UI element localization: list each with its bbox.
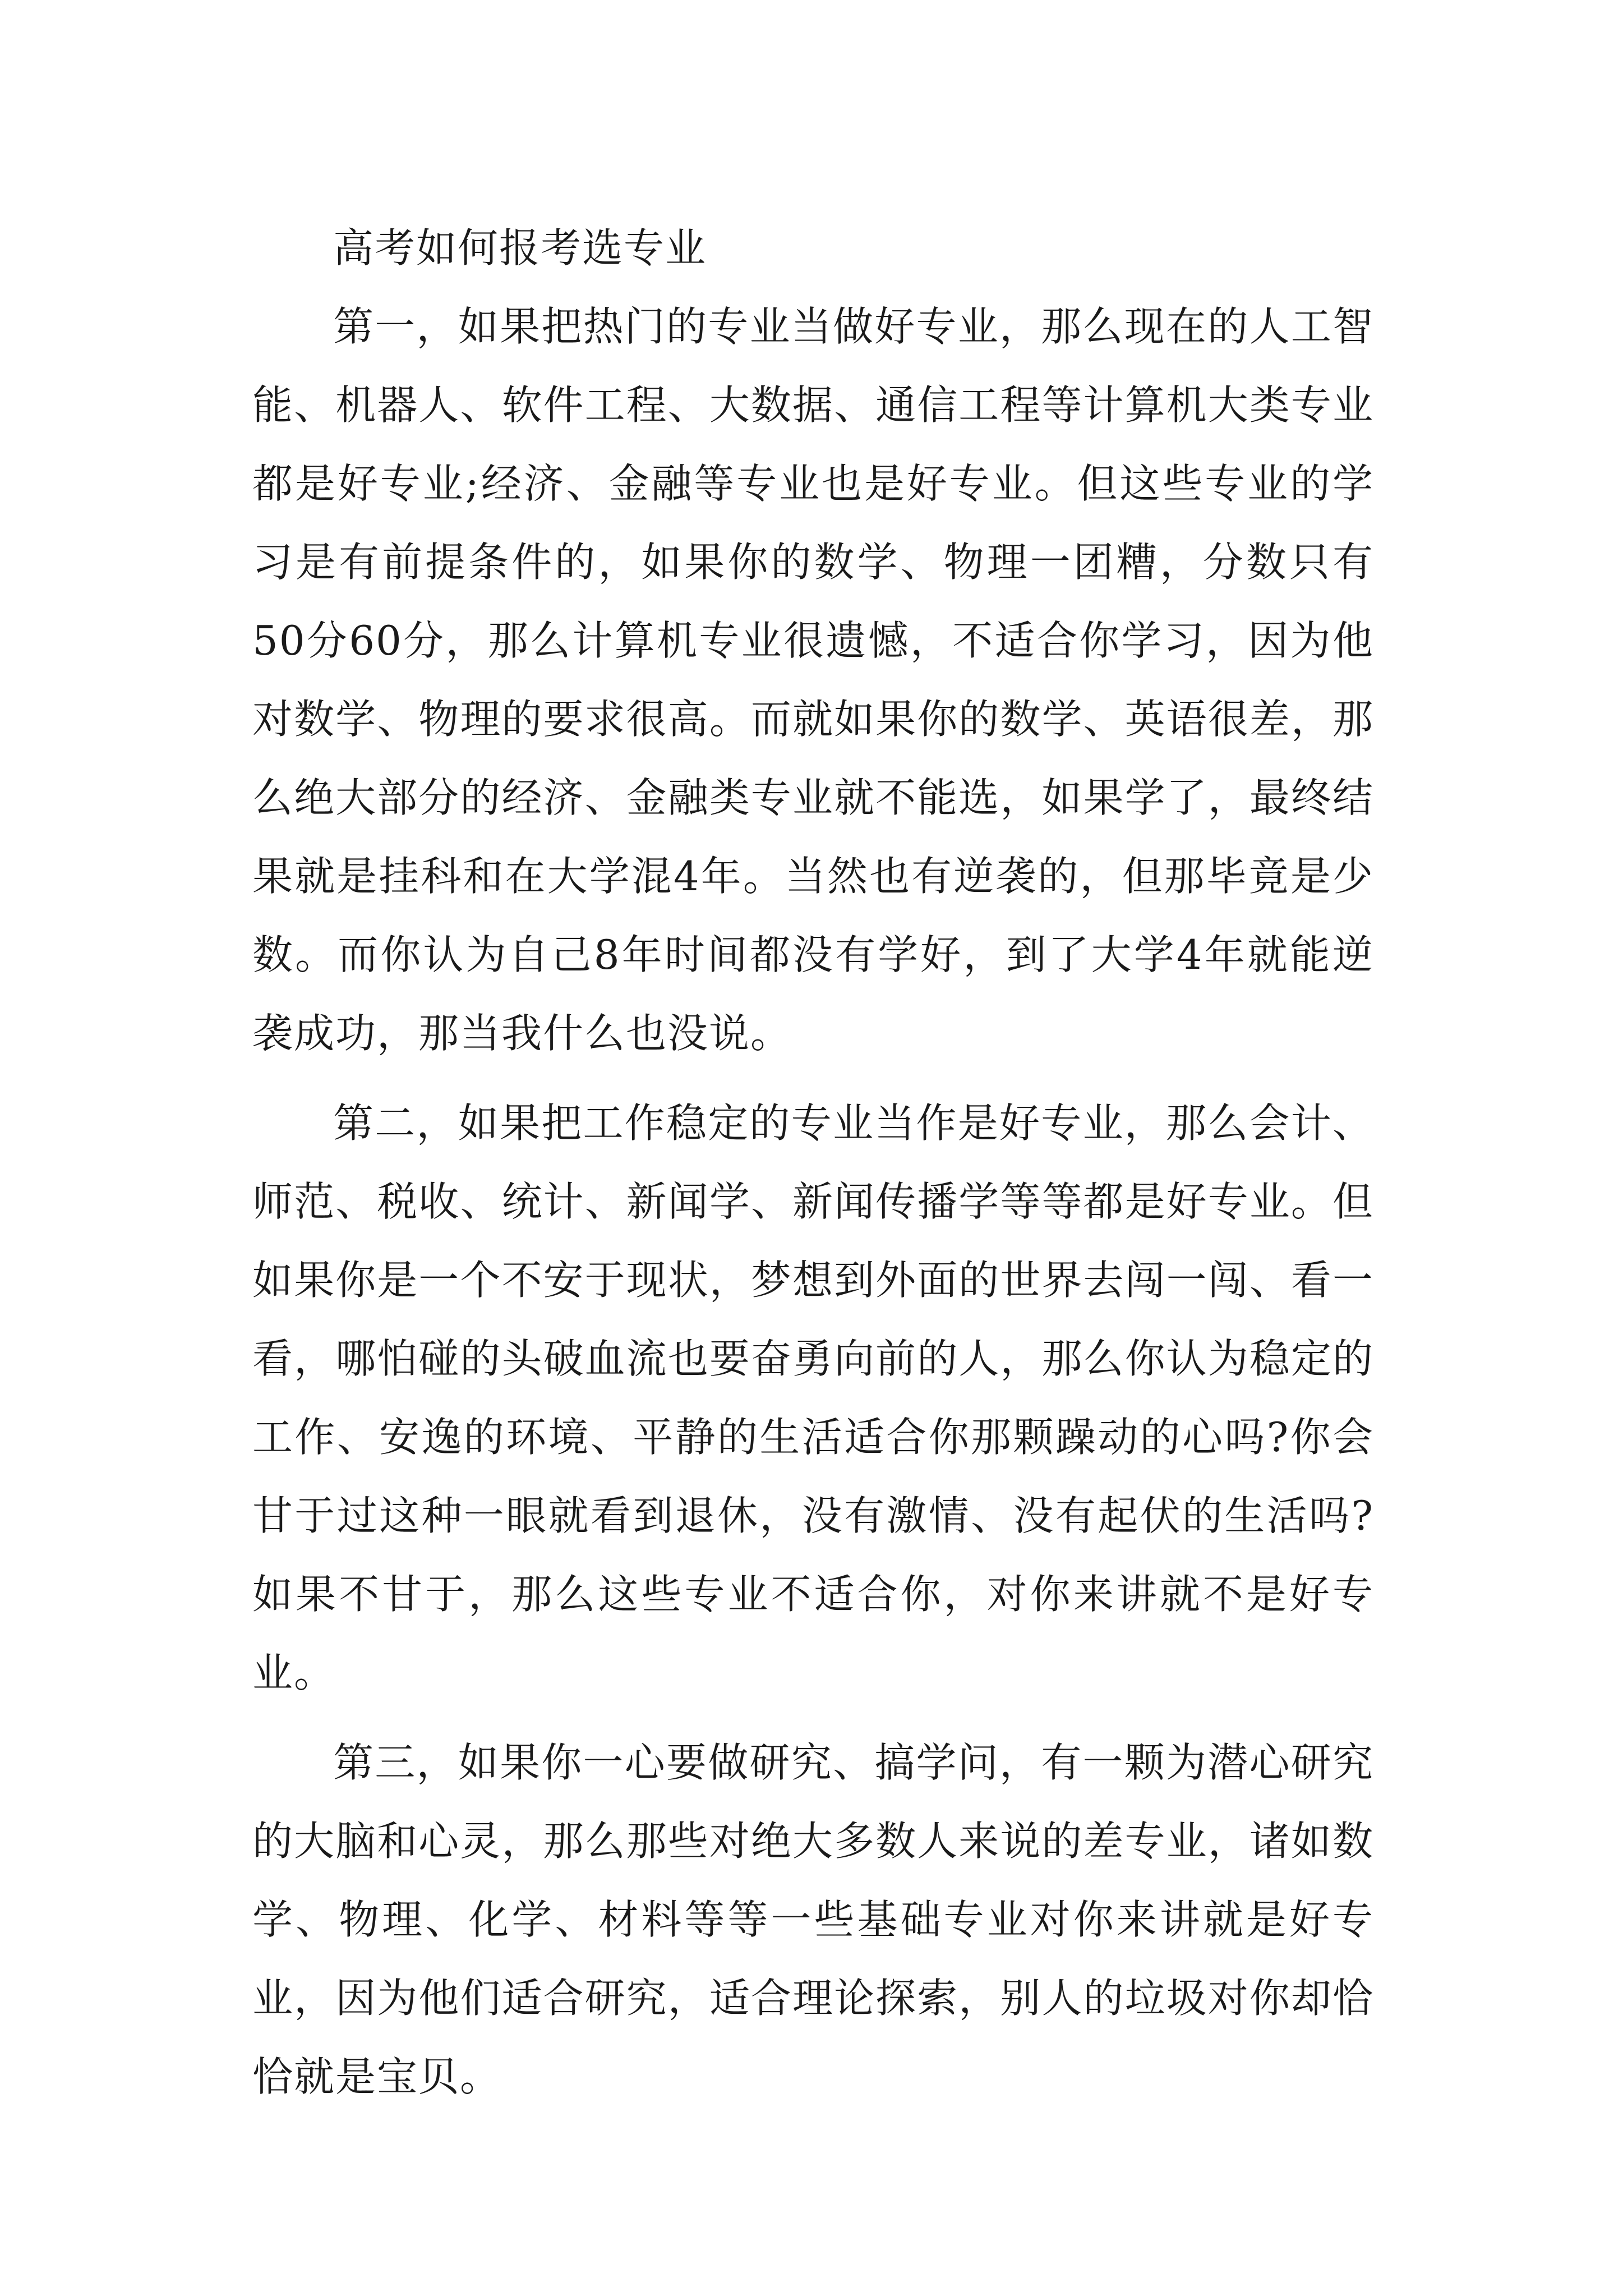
paragraph-second: 第二，如果把工作稳定的专业当作是好专业，那么会计、师范、税收、统计、新闻学、新闻传播学等等都是好专业。但如果你是一个不安于现状，梦想到外面的世界去闯一闯、看一看，哪怕碰的头破血流也要奋勇向前的人，那么你认为稳定的工作、安逸的环境、平静的生活适合你那颗躁动的心吗?你会甘于过这种一眼就看到退休，没有激情、没有起伏的生活吗?如果不甘于，那么这些专业不适合你，对你来讲就不是好专业。 [252,1099,1374,1696]
document-title: 高考如何报考选专业 [333,224,707,272]
paragraph-first: 第一，如果把热门的专业当做好专业，那么现在的人工智能、机器人、软件工程、大数据、通信工程等计算机大类专业都是好专业;经济、金融等专业也是好专业。但这些专业的学习是有前提条件的，如果你的数学、物理一团糟，分数只有50分60分，那么计算机专业很遗憾，不适合你学习，因为他对数学、物理的要求很高。而就如果你的数学、英语很差，那么绝大部分的经济、金融类专业就不能选，如果学了，最终结果就是挂科和在大学混4年。当然也有逆袭的，但那毕竟是少数。而你认为自己8年时间都没有学好，到了大学4年就能逆袭成功，那当我什么也没说。 [252,303,1374,1057]
paragraph-third: 第三，如果你一心要做研究、搞学问，有一颗为潜心研究的大脑和心灵，那么那些对绝大多数人来说的差专业，诸如数学、物理、化学、材料等等一些基础专业对你来讲就是好专业，因为他们适合研究，适合理论探索，别人的垃圾对你却恰恰就是宝贝。 [252,1739,1374,2100]
document-body [252,209,1374,2116]
